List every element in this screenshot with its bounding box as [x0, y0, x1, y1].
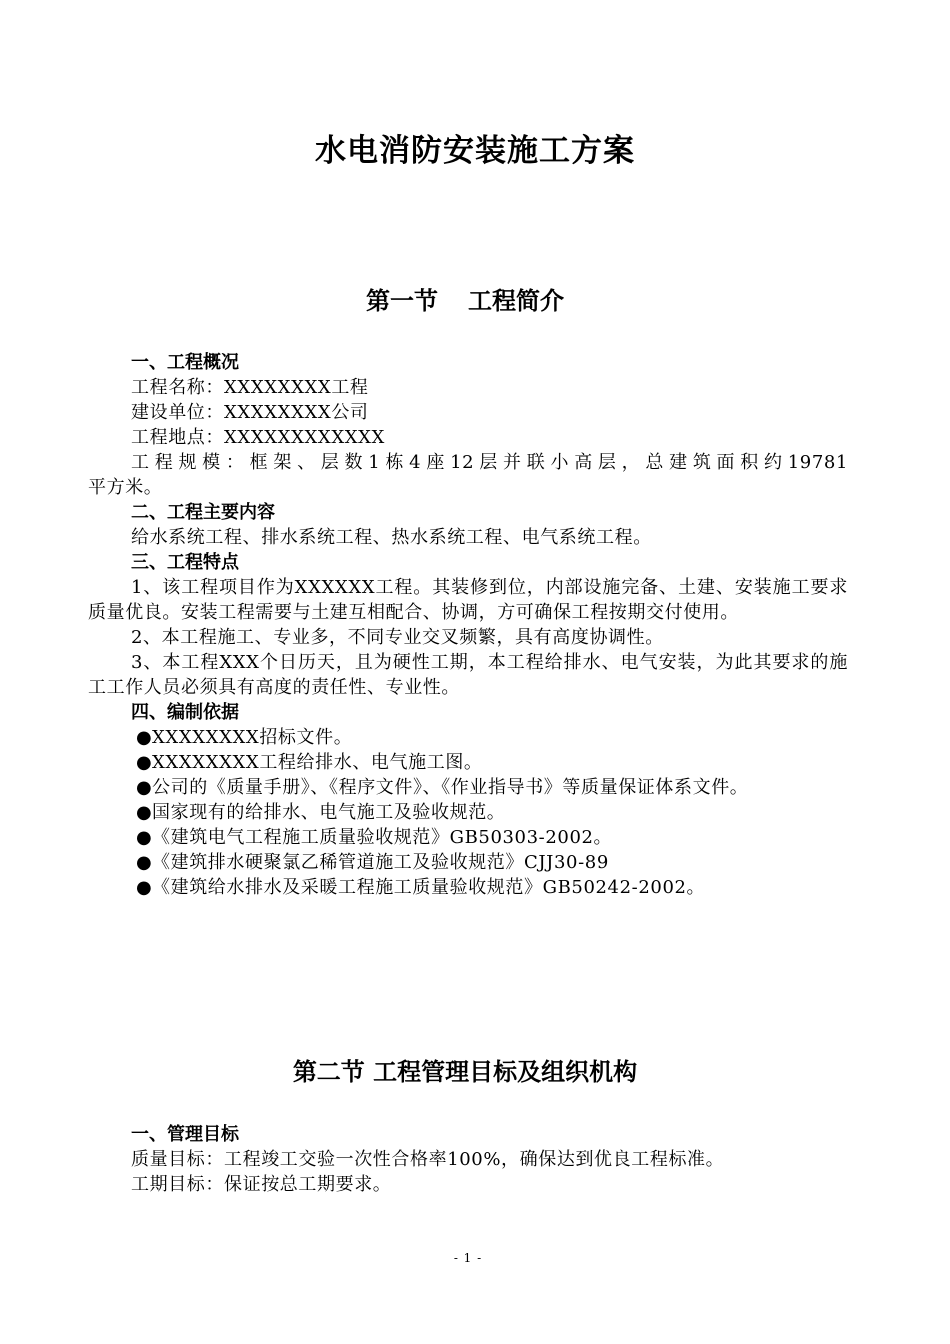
section-1-name: 工程简介	[468, 287, 564, 315]
basis-item: ●《建筑电气工程施工质量验收规范》GB50303-2002。	[136, 827, 613, 848]
page-number: - 1 -	[453, 1251, 483, 1265]
section-1-body	[88, 350, 848, 900]
heading-main-content: 二、工程主要内容	[131, 502, 275, 523]
heading-management-goals: 一、管理目标	[131, 1124, 239, 1145]
construction-unit: 建设单位：XXXXXXXX公司	[131, 402, 369, 423]
document-title: 水电消防安装施工方案	[315, 133, 635, 169]
section-2-heading: 第二节 工程管理目标及组织机构	[292, 1058, 638, 1086]
quality-goal: 质量目标：工程竣工交验一次性合格率100%，确保达到优良工程标准。	[131, 1149, 725, 1170]
basis-item: ●《建筑给水排水及采暖工程施工质量验收规范》GB50242-2002。	[136, 877, 706, 898]
basis-item: ●《建筑排水硬聚氯乙稀管道施工及验收规范》CJJ30-89	[136, 852, 609, 873]
section-1-number: 第一节	[366, 287, 438, 315]
heading-project-features: 三、工程特点	[131, 552, 239, 573]
project-scale-line-2: 平方米。	[88, 477, 163, 498]
bullet-icon: ●	[136, 777, 153, 798]
basis-item: ●公司的《质量手册》、《程序文件》、《作业指导书》等质量保证体系文件。	[136, 777, 749, 798]
project-name: 工程名称：XXXXXXXX工程	[131, 377, 369, 398]
basis-item: ●国家现有的给排水、电气施工及验收规范。	[136, 802, 506, 823]
feature-item-1: 1、该工程项目作为XXXXXX工程。其装修到位，内部设施完备、土建、安装施工要求质量优良。安装工程需要与土建互相配合、协调，方可确保工程按期交付使用。	[88, 577, 848, 623]
bullet-icon: ●	[136, 877, 153, 898]
basis-item: ●XXXXXXXX工程给排水、电气施工图。	[136, 752, 483, 773]
feature-item-2: 2、本工程施工、专业多，不同专业交叉频繁，具有高度协调性。	[131, 627, 664, 648]
schedule-goal: 工期目标：保证按总工期要求。	[131, 1174, 392, 1195]
feature-item-3: 3、本工程XXX个日历天，且为硬性工期，本工程给排水、电气安装，为此其要求的施工工作人员必须具有高度的责任性、专业性。	[88, 652, 848, 698]
bullet-icon: ●	[136, 852, 153, 873]
bullet-icon: ●	[136, 727, 153, 748]
bullet-icon: ●	[136, 752, 153, 773]
heading-project-overview: 一、工程概况	[131, 352, 239, 373]
bullet-icon: ●	[136, 802, 153, 823]
bullet-icon: ●	[136, 827, 153, 848]
heading-basis: 四、编制依据	[131, 702, 239, 723]
section-2-body	[88, 1122, 848, 1197]
section-1-heading	[0, 283, 930, 319]
basis-item: ●XXXXXXXX招标文件。	[136, 727, 353, 748]
main-content-text: 给水系统工程、排水系统工程、热水系统工程、电气系统工程。	[131, 527, 652, 548]
project-scale-line-1: 工程规模：框架、层数1栋4座12层并联小高层，总建筑面积约19781	[131, 452, 848, 473]
project-location: 工程地点：XXXXXXXXXXXX	[131, 427, 385, 448]
